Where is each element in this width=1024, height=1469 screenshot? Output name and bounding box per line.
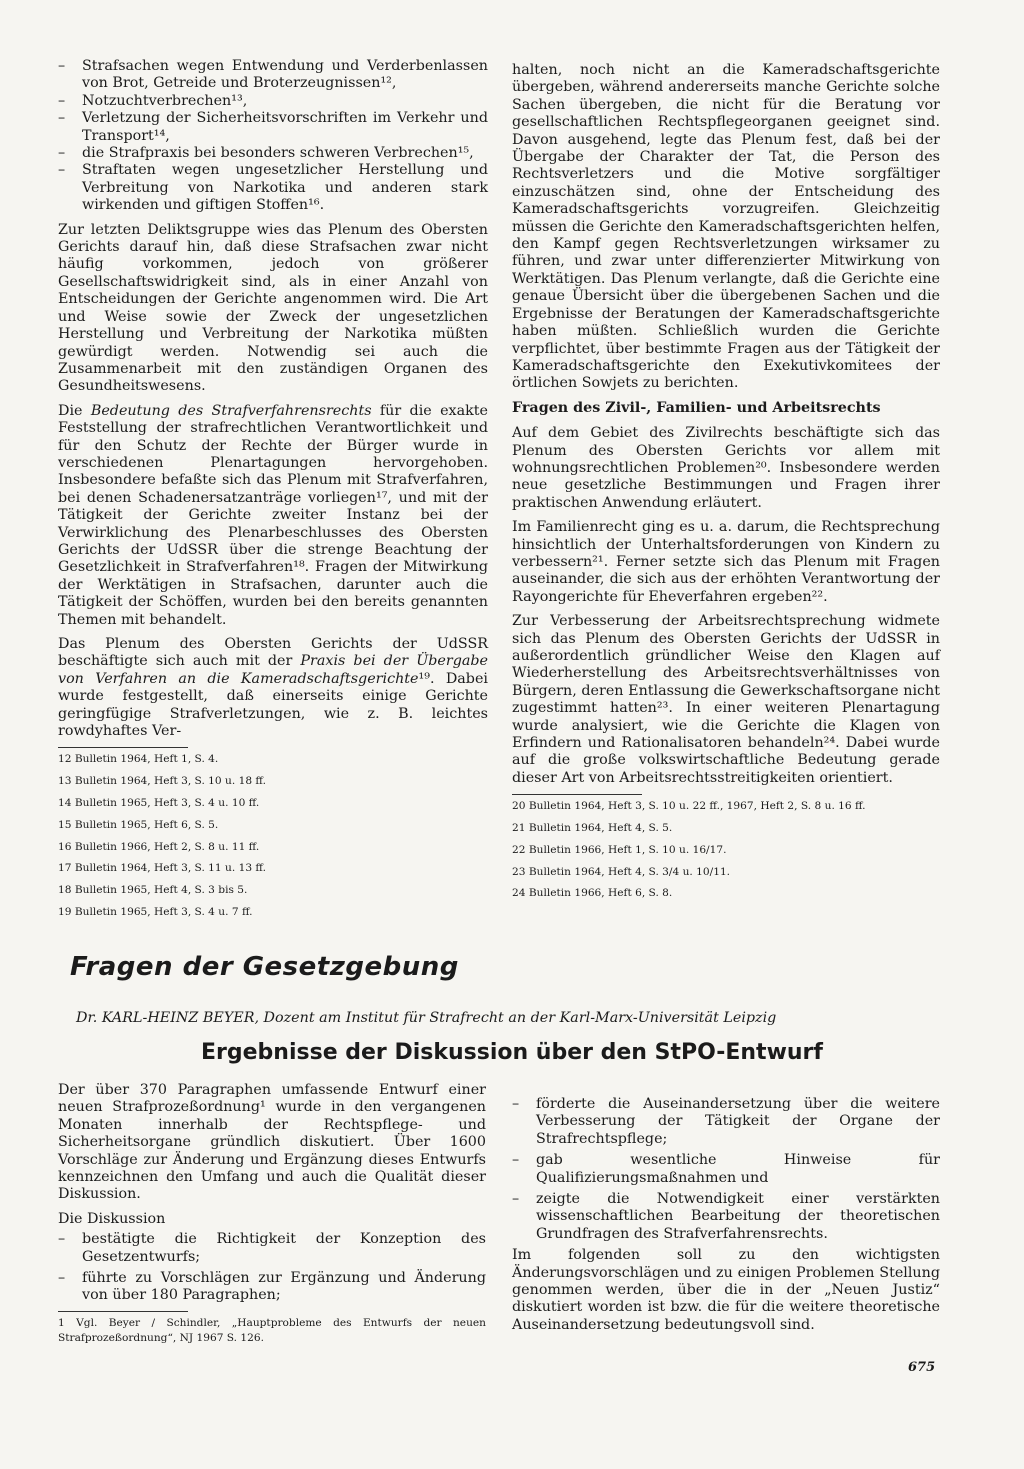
footnote: 21 Bulletin 1964, Heft 4, S. 5.	[512, 822, 673, 835]
list-item: – gab wesentliche Hinweise für Qualifizierungsmaßnahmen und	[512, 1152, 940, 1186]
footnote: 23 Bulletin 1964, Heft 4, S. 3/4 u. 10/11.	[512, 865, 731, 878]
paragraph: Die Bedeutung des Strafverfahrensrechts für die exakte Feststellung der strafrechtlichen Verantwortlichkeit und für den Schutz der Rechte der Bürger wurde in verschiedenen Plenartagungen hervorgehoben. Insbesondere befaßte sich das Plenum mit Strafverfahren, bei denen Schadenersatzanträge vorliegen¹⁷, und mit der Tätigkeit der Gerichte zweiter Instanz bei der Verwirklichung des Plenarbeschlusses des Obersten Gerichts der UdSSR über die strenge Beachtung der Gesetzlichkeit in Strafverfahren¹⁸. Fragen der Mitwirkung der Werktätigen in Strafsachen, darunter auch die Tätigkeit der Schöffen, wurden bei den bereits genannten Themen mit behandelt.	[58, 402, 488, 628]
article-left-column	[58, 1082, 486, 1352]
author-byline: Dr. KARL-HEINZ BEYER, Dozent am Institut für Strafrecht an der Karl-Marx-Universität Leipzig	[76, 1010, 777, 1026]
footnote-divider	[58, 1311, 188, 1312]
paragraph: Zur Verbesserung der Arbeitsrechtsprechung widmete sich das Plenum des Obersten Gerichts der UdSSR in außerordentlich gründlicher Weise den Klagen auf Wiederherstellung des Arbeitsrechtsverhältnisses von Bürgern, deren Entlassung die Gewerkschaftsorgane nicht zugestimmt hatten²³. In einer weiteren Plenartagung wurde analysiert, wie die Gerichte die Klagen von Erfindern und Rationalisatoren behandeln²⁴. Dabei wurde auf die große volkswirtschaftliche Bedeutung gerade dieser Art von Arbeitsrechtsstreitigkeiten orientiert.	[512, 613, 940, 786]
footnote: 12 Bulletin 1964, Heft 1, S. 4.	[58, 753, 219, 766]
paragraph: Im Familienrecht ging es u. a. darum, die Rechtsprechung hinsichtlich der Unterhaltsforderungen von Kindern zu verbessern²¹. Ferner setzte sich das Plenum mit Fragen auseinander, die sich aus der erhöhten Verantwortung der Rayongerichte für Eheverfahren ergeben²².	[512, 519, 940, 605]
list-item: – führte zu Vorschlägen zur Ergänzung und Änderung von über 180 Paragraphen;	[58, 1270, 486, 1304]
paragraph: Das Plenum des Obersten Gerichts der UdSSR beschäftigte sich auch mit der Praxis bei der Übergabe von Verfahren an die Kameradschaftsgerichte¹⁹. Dabei wurde festgestellt, daß einerseits einige Gerichte geringfügige Strafverletzungen, wie z. B. leichtes rowdyhaftes Ver-	[58, 636, 488, 740]
paragraph: Auf dem Gebiet des Zivilrechts beschäftigte sich das Plenum des Obersten Gerichts vor allem mit wohnungsrechtlichen Problemen²⁰. Insbesondere werden neue gesetzliche Bestimmungen und Fragen ihrer praktischen Anwendung erläutert.	[512, 425, 940, 511]
right-column	[512, 62, 940, 908]
footnote-divider	[512, 794, 642, 795]
left-column	[58, 58, 488, 927]
article-headline: Ergebnisse der Diskussion über den StPO-Entwurf	[201, 1040, 823, 1065]
footnote-divider	[58, 747, 188, 748]
footnote: 24 Bulletin 1966, Heft 6, S. 8.	[512, 887, 673, 900]
paragraph: Im folgenden soll zu den wichtigsten Änderungsvorschlägen und zu einigen Problemen Stellung genommen werden, über die in der „Neuen Justiz“ diskutiert worden ist bzw. die für die weitere theoretische Auseinandersetzung bedeutungsvoll sind.	[512, 1247, 940, 1333]
footnote: 19 Bulletin 1965, Heft 3, S. 4 u. 7 ff.	[58, 906, 253, 919]
article-right-column	[512, 1096, 940, 1341]
footnote: 1 Vgl. Beyer / Schindler, „Hauptprobleme des Entwurfs der neuen Strafprozeßordnung“, NJ 1967 S. 126.	[58, 1316, 486, 1344]
paragraph: Der über 370 Paragraphen umfassende Entwurf einer neuen Strafprozeßordnung¹ wurde in den vergangenen Monaten innerhalb der Rechtspflege- und Sicherheitsorgane gründlich diskutiert. Über 1600 Vorschläge zur Änderung und Ergänzung dieses Entwurfs kennzeichnen den Umfang und auch die Qualität dieser Diskussion.	[58, 1082, 486, 1203]
footnote: 13 Bulletin 1964, Heft 3, S. 10 u. 18 ff.	[58, 775, 266, 788]
paragraph: Zur letzten Deliktsgruppe wies das Plenum des Obersten Gerichts darauf hin, daß diese Strafsachen zwar nicht häufig vorkommen, jedoch von größerer Gesellschaftswidrigkeit sind, als in einer Anzahl von Entscheidungen der Gerichte angenommen wird. Die Art und Weise sowie der Zweck der ungesetzlichen Herstellung und Verbreitung der Narkotika müßten gewürdigt werden. Notwendig sei auch die Zusammenarbeit mit den zuständigen Organen des Gesundheitswesens.	[58, 221, 488, 395]
paragraph: Die Diskussion	[58, 1210, 166, 1227]
page-number: 675	[908, 1360, 936, 1375]
list-item: – Strafsachen wegen Entwendung und Verderbenlassen von Brot, Getreide und Broterzeugnissen¹²,	[58, 58, 488, 92]
footnote: 14 Bulletin 1965, Heft 3, S. 4 u. 10 ff.	[58, 797, 260, 810]
paragraph: halten, noch nicht an die Kameradschaftsgerichte übergeben, während andererseits manche Gerichte solche Sachen übergeben, die nicht für die Beratung vor gesellschaftlichen Rechtspflegeorganen geeignet sind. Davon ausgehend, legte das Plenum fest, daß bei der Übergabe der Charakter der Tat, die Person des Rechtsverletzers und die Motive sorgfältiger einzuschätzen sind, ohne der Entscheidung des Kameradschaftsgerichts vorzugreifen. Gleichzeitig müssen die Gerichte den Kameradschaftsgerichten helfen, den Kampf gegen Rechtsverletzungen wirksamer zu führen, und zwar unter differenzierter Mitwirkung von Werktätigen. Das Plenum verlangte, daß die Gerichte eine genaue Übersicht über die übergebenen Sachen und die Ergebnisse der Beratungen der Kameradschaftsgerichte haben müßten. Schließlich wurden die Gerichte verpflichtet, über bestimmte Fragen aus der Tätigkeit der Kameradschaftsgerichte den Exekutivkomitees der örtlichen Sowjets zu berichten.	[512, 62, 940, 392]
footnote: 22 Bulletin 1966, Heft 1, S. 10 u. 16/17.	[512, 843, 727, 856]
list-item: – Straftaten wegen ungesetzlicher Herstellung und Verbreitung von Narkotika und anderen stark wirkenden und giftigen Stoffen¹⁶.	[58, 162, 488, 214]
footnote: 18 Bulletin 1965, Heft 4, S. 3 bis 5.	[58, 884, 248, 897]
subheading: Fragen des Zivil-, Familien- und Arbeitsrechts	[512, 399, 881, 416]
section-title: Fragen der Gesetzgebung	[70, 952, 459, 982]
footnote: 20 Bulletin 1964, Heft 3, S. 10 u. 22 ff., 1967, Heft 2, S. 8 u. 16 ff.	[512, 800, 866, 813]
footnotes	[58, 752, 488, 919]
list-item: – Verletzung der Sicherheitsvorschriften im Verkehr und Transport¹⁴,	[58, 110, 488, 144]
footnote: 15 Bulletin 1965, Heft 6, S. 5.	[58, 818, 219, 831]
list-item: – Notzuchtverbrechen¹³,	[58, 92, 248, 109]
footnote: 17 Bulletin 1964, Heft 3, S. 11 u. 13 ff.	[58, 862, 266, 875]
list-item: – zeigte die Notwendigkeit einer verstärkten wissenschaftlichen Bearbeitung der theoretischen Grundfragen des Strafverfahrensrechts.	[512, 1191, 940, 1242]
list-item: – die Strafpraxis bei besonders schweren Verbrechen¹⁵,	[58, 145, 474, 162]
list-item: – bestätigte die Richtigkeit der Konzeption des Gesetzentwurfs;	[58, 1231, 486, 1265]
footnote: 16 Bulletin 1966, Heft 2, S. 8 u. 11 ff.	[58, 840, 260, 853]
list-item: – förderte die Auseinandersetzung über die weitere Verbesserung der Tätigkeit der Organe der Strafrechtspflege;	[512, 1096, 940, 1147]
footnotes	[512, 799, 940, 901]
